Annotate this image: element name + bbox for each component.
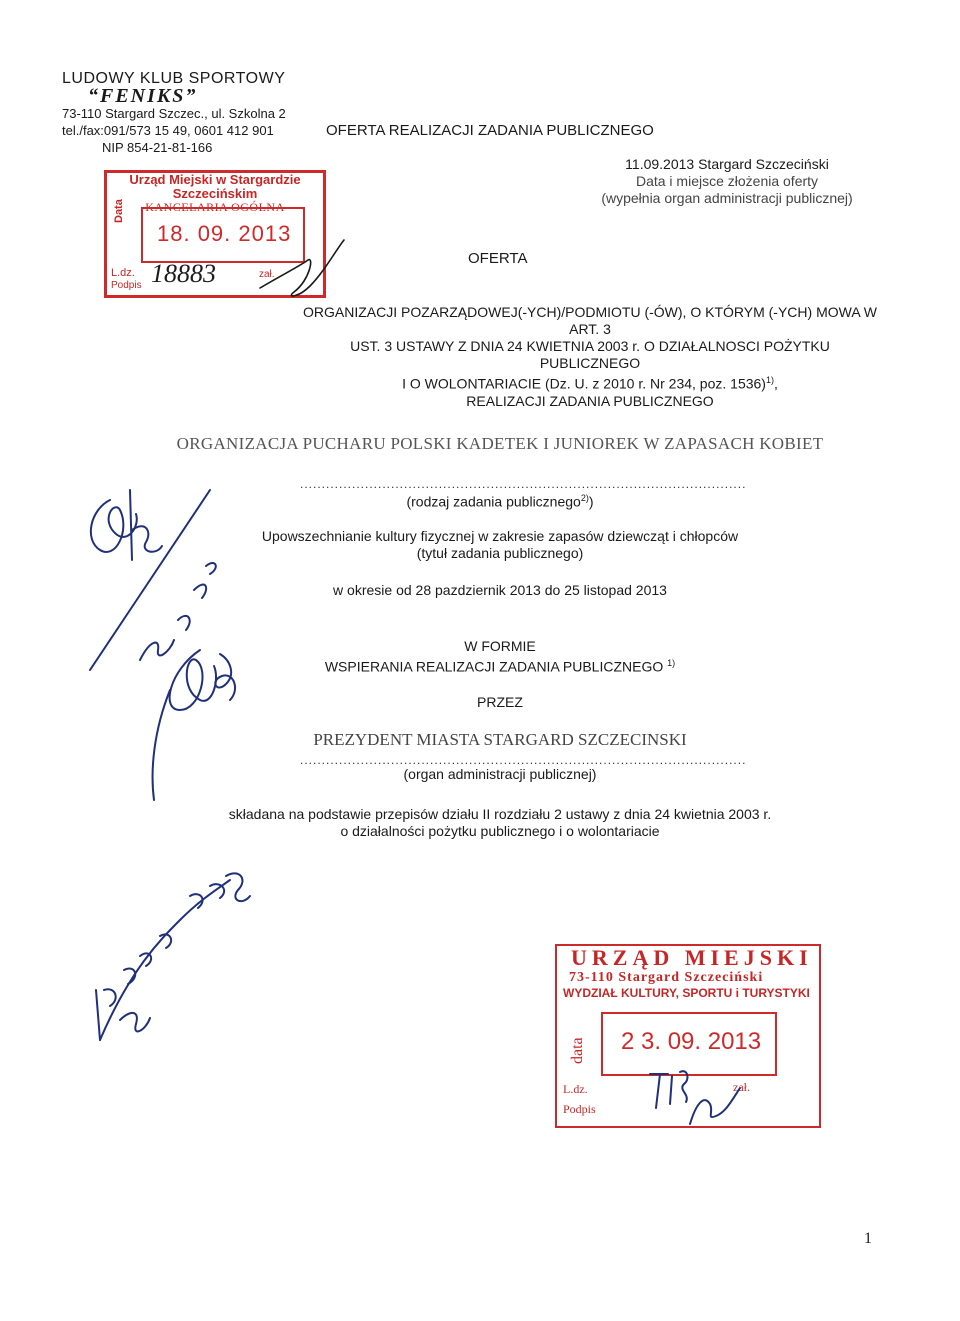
legal-basis — [150, 806, 850, 840]
urzad-line-2: 73-110 Stargard Szczeciński — [569, 970, 764, 985]
form-heading: W FORMIE — [464, 638, 536, 654]
stamp-ldz-value: 18883 — [151, 259, 216, 288]
club-feniks: “FENIKS” — [88, 85, 198, 107]
date-place-block — [572, 156, 882, 207]
urzad-date-label: data — [569, 1037, 586, 1064]
offer-heading: OFERTA — [468, 250, 528, 267]
stamp-zal-label: zał. — [259, 269, 275, 280]
page-number: 1 — [864, 1230, 872, 1247]
urzad-signature — [640, 1064, 750, 1134]
club-nip: NIP 854-21-81-166 — [102, 140, 213, 155]
date-note: (wypełnia organ administracji publicznej) — [601, 190, 853, 206]
org-line-3: I O WOLONTARIACIE (Dz. U. z 2010 r. Nr 234, poz. 1536)$^{1)}$, — [402, 375, 778, 392]
urzad-date: 2 3. 09. 2013 — [621, 1028, 762, 1055]
org-line-4: REALIZACJI ZADANIA PUBLICZNEGO — [466, 392, 714, 409]
task-title-label: (tytuł zadania publicznego) — [416, 545, 584, 561]
club-address: 73-110 Stargard Szczec., ul. Szkolna 2 — [62, 106, 286, 121]
form-block — [300, 638, 700, 676]
urzad-ldz-label: L.dz. — [563, 1082, 588, 1096]
document-title: OFERTA REALIZACJI ZADANIA PUBLICZNEGO — [326, 122, 654, 139]
stamp-date-label: Data — [113, 199, 125, 223]
form-value: WSPIERANIA REALIZACJI ZADANIA PUBLICZNEGO $^{1)}$ — [324, 658, 676, 675]
club-phone: tel./fax:091/573 15 49, 0601 412 901 — [62, 123, 274, 138]
stamp-ldz-label: L.dz. — [111, 267, 135, 279]
stamp-kancelaria-line: KANCELARIA OGÓLNA — [145, 200, 285, 214]
organ-dots: ....................................................................................................... — [300, 753, 747, 767]
org-line-1: ORGANIZACJI POZARZĄDOWEJ(-YCH)/PODMIOTU (-ÓW), O KTÓRYM (-YCH) MOWA W ART. 3 — [303, 304, 877, 337]
organ-name: PREZYDENT MIASTA STARGARD SZCZECINSKI — [313, 730, 687, 749]
stamp-date: 18. 09. 2013 — [157, 221, 292, 246]
task-name: ORGANIZACJA PUCHARU POLSKI KADETEK I JUNIOREK W ZAPASACH KOBIET — [176, 434, 824, 453]
kancelaria-signature — [250, 236, 350, 302]
organization-block — [300, 304, 880, 410]
urzad-line-3: WYDZIAŁ KULTURY, SPORTU i TURYSTYKI — [563, 986, 810, 1000]
club-header — [62, 70, 286, 156]
stamp-office-line: Urząd Miejski w Stargardzie Szczecińskim — [129, 172, 301, 201]
club-name: LUDOWY KLUB SPORTOWY — [62, 70, 286, 87]
date-label: Data i miejsce złożenia oferty — [635, 173, 819, 189]
org-line-2: UST. 3 USTAWY Z DNIA 24 KWIETNIA 2003 r. O DZIAŁALNOSCI POŻYTKU PUBLICZNEGO — [350, 338, 830, 371]
przez-label: PRZEZ — [477, 694, 523, 710]
annotation-signature-bottom — [80, 860, 260, 1060]
legal-line-2: o działalności pożytku publicznego i o wolontariacie — [340, 823, 660, 839]
task-type-label: (rodzaj zadania publicznego$^{2)}$) — [406, 493, 594, 510]
urzad-zal-label: zał. — [733, 1080, 750, 1094]
urzad-line-1: URZĄD MIEJSKI — [571, 945, 813, 970]
organ-label: (organ administracji publicznej) — [403, 766, 597, 782]
urzad-podpis-label: Podpis — [563, 1102, 596, 1116]
task-period: w okresie od 28 pazdziernik 2013 do 25 listopad 2013 — [333, 582, 667, 598]
date-place: 11.09.2013 Stargard Szczeciński — [625, 156, 829, 172]
stamp-podpis-label: Podpis — [111, 280, 142, 291]
task-title-block — [200, 528, 800, 562]
task-title: Upowszechnianie kultury fizycznej w zakresie zapasów dziewcząt i chłopców — [261, 528, 739, 544]
annotation-signature-middle — [140, 630, 250, 810]
task-dots: ....................................................................................................... — [300, 477, 747, 491]
legal-line-1: składana na podstawie przepisów działu II rozdziału 2 ustawy z dnia 24 kwietnia 2003 r. — [228, 806, 772, 822]
